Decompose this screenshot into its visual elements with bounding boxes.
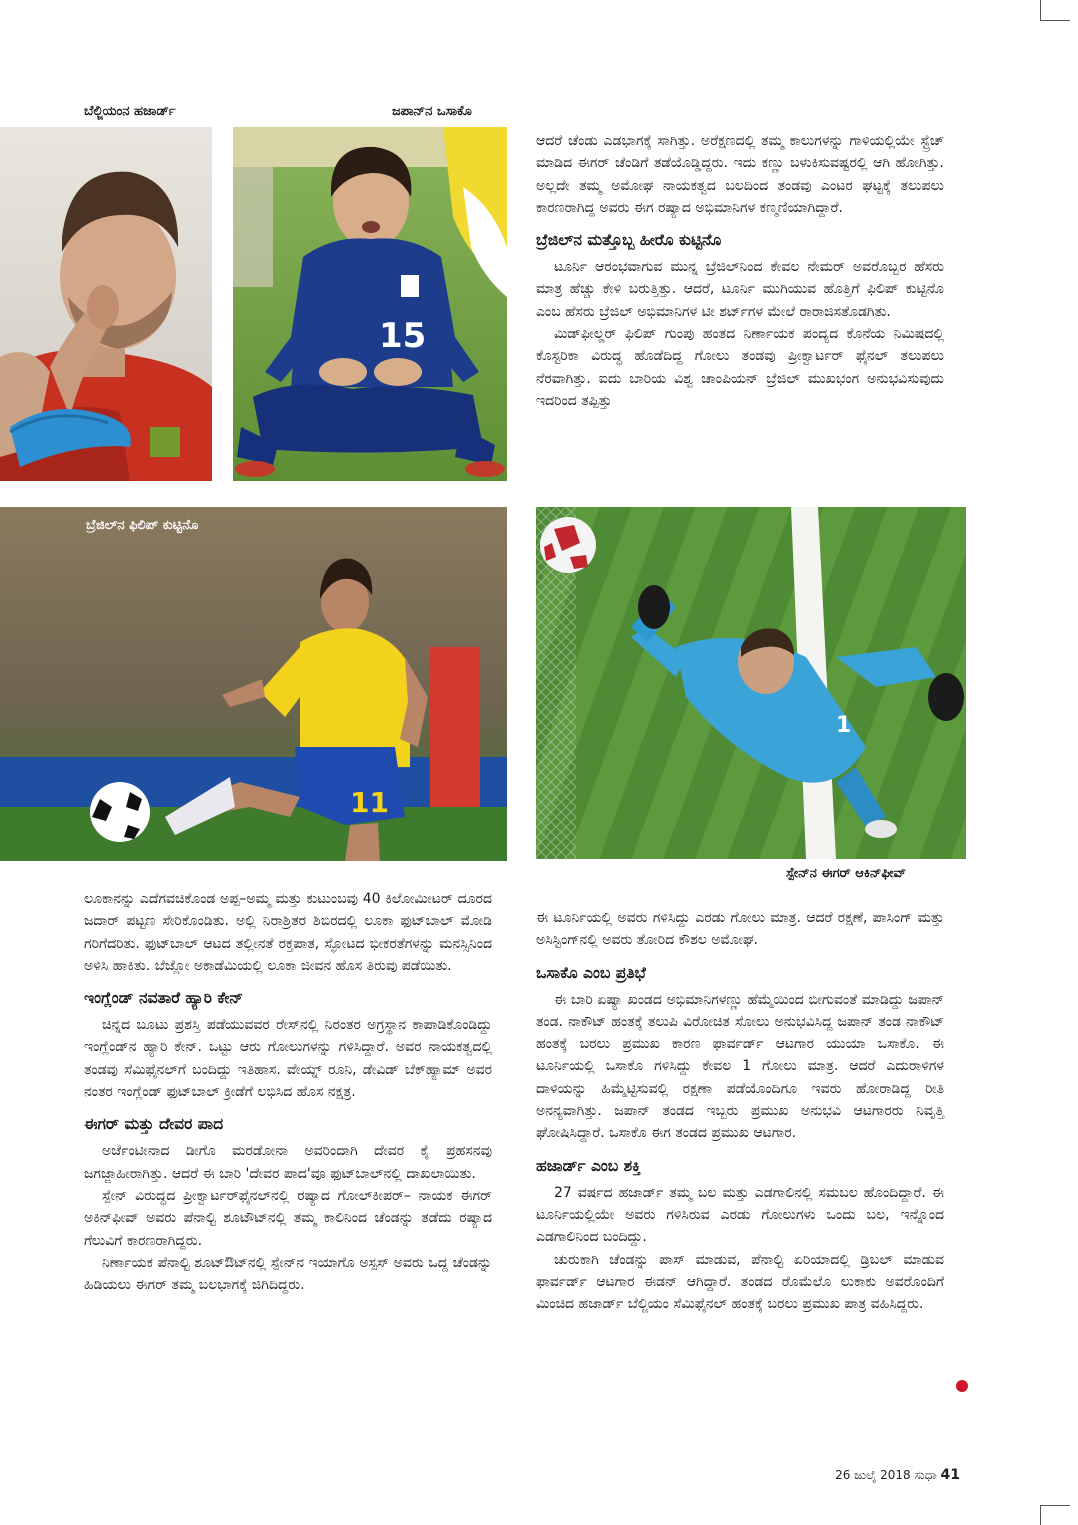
paragraph: ಈ ಬಾರಿ ಏಷ್ಯಾ ಖಂಡದ ಅಭಿಮಾನಿಗಳಣ್ಣು ಹೆಮ್ಮೆಯಿಂದ ಬೀಗುವಂತೆ ಮಾಡಿದ್ದು ಜಪಾನ್ ತಂಡ. ನಾಕೌಟ್ ಹಂತಕ್ಕೆ ತಲುಪಿ ವಿರೋಚಿತ ಸೋಲು ಅನುಭವಿಸಿದ್ದ ಜಪಾನ್ ತಂಡ ನಾಕೌಟ್ ಹಂತಕ್ಕೆ ಬರಲು ಪ್ರಮುಖ ಕಾರಣ ಫಾರ್ವರ್ಡ್ ಆಟಗಾರ ಯುಯಾ ಒಸಾಕೊ. ಈ ಟೂರ್ನಿಯಲ್ಲಿ ಒಸಾಕೊ ಗಳಿಸಿದ್ದು ಕೇವಲ 1 ಗೋಲು ಮಾತ್ರ. ಆದರೆ ಎದುರಾಳಿಗಳ ದಾಳಿಯನ್ನು ಹಿಮ್ಮೆಟ್ಟಿಸುವಲ್ಲಿ ರಕ್ಷಣಾ ಪಡೆಯೊಂದಿಗೂ ಇವರು ಹೋರಾಡಿದ್ದ ರೀತಿ ಅನನ್ಯವಾಗಿತ್ತು. ಜಪಾನ್ ತಂಡದ ಇಬ್ಬರು ಪ್ರಮುಖ ಅನುಭವಿ ಆಟಗಾರರು ನಿವೃತ್ತಿ ಘೋಷಿಸಿದ್ದಾರೆ. ಒಸಾಕೊ ಈಗ ತಂಡದ ಪ್ರಮುಖ ಆಟಗಾರ.	[536, 991, 944, 1142]
coutinho-jersey-number: 11	[350, 786, 389, 819]
paragraph: ನಿರ್ಣಾಯಕ ಪೆನಾಲ್ಟಿ ಶೂಟ್‌ಔಟ್‌ನಲ್ಲಿ ಸ್ಪೇನ್‌ನ ಇಯಾಗೊ ಅಸ್ಪಸ್ ಅವರು ಒದ್ದ ಚೆಂಡನ್ನು ಹಿಡಿಯಲು ಈಗರ್ ತಮ್ಮ ಬಲಭಾಗಕ್ಕೆ ಜಿಗಿದಿದ್ದರು.	[84, 1254, 492, 1294]
crop-mark-bottom-right-v	[1040, 1505, 1041, 1525]
coutinho-illustration	[0, 507, 507, 861]
crop-mark-top-right-v	[1040, 0, 1041, 20]
paragraph: ಮಿಡ್‌ಫೀಲ್ಡರ್ ಫಿಲಿಪ್ ಗುಂಪು ಹಂತದ ನಿರ್ಣಾಯಕ ಪಂದ್ಯದ ಕೊನೆಯ ನಿಮಿಷದಲ್ಲಿ ಕೊಸ್ಟರಿಕಾ ವಿರುದ್ಧ ಹೊಡೆದಿದ್ದ ಗೋಲು ತಂಡವು ಪ್ರೀಕ್ವಾರ್ಟರ್ ಫೈನಲ್ ತಲುಪಲು ನೆರವಾಗಿತ್ತು. ಐದು ಬಾರಿಯ ವಿಶ್ವ ಚಾಂಪಿಯನ್ ಬ್ರೆಜಿಲ್ ಮುಖಭಂಗ ಅನುಭವಿಸುವುದು ಇದರಿಂದ ತಪ್ಪಿತ್ತು	[536, 326, 944, 409]
paragraph: ಟೂರ್ನಿ ಆರಂಭವಾಗುವ ಮುನ್ನ ಬ್ರೆಜಿಲ್‌ನಿಂದ ಕೇವಲ ನೇಮರ್ ಅವರೊಬ್ಬರ ಹೆಸರು ಮಾತ್ರ ಹೆಚ್ಚು ಕೇಳಿ ಬರುತ್ತಿತ್ತು. ಆದರೆ, ಟೂರ್ನಿ ಮುಗಿಯುವ ಹೊತ್ತಿಗೆ ಫಿಲಿಪ್ ಕುಟ್ಟಿನೊ ಎಂಬ ಹೆಸರು ಬ್ರೆಜಿಲ್ ಅಭಿಮಾನಿಗಳ ಟೀ ಶರ್ಟ್‌ಗಳ ಮೇಲೆ ರಾರಾಜಿಸತೊಡಗಿತು.	[536, 259, 944, 320]
section-heading: ಈಗರ್ ಮತ್ತು ದೇವರ ಪಾದ	[84, 1115, 224, 1134]
paragraph: ಅರ್ಜೆಂಟೀನಾದ ಡೀಗೊ ಮರಡೋನಾ ಅವರಿಂದಾಗಿ ದೇವರ ಕೈ ಪ್ರಹಸನವು ಜಗಜ್ಜಾಹೀರಾಗಿತ್ತು. ಆದರೆ ಈ ಬಾರಿ 'ದೇವರ ಪಾದ'ವೂ ಫುಟ್‌ಬಾಲ್‌ನಲ್ಲಿ ದಾಖಲಾಯಿತು.	[84, 1143, 492, 1182]
caption-osako: ಜಪಾನ್‌ನ ಒಸಾಕೊ	[392, 104, 472, 119]
akinfeev-illustration	[536, 507, 966, 859]
crop-mark-bottom-right-h	[1040, 1505, 1070, 1506]
caption-hazard: ಬೆಲ್ಜಿಯಂನ ಹಜಾರ್ಡ್	[84, 104, 176, 119]
caption-coutinho: ಬ್ರೆಜಿಲ್‌ನ ಫಿಲಿಪ್ ಕುಟ್ಟಿನೊ	[86, 518, 199, 533]
photo-coutinho	[0, 507, 507, 861]
section-heading: ಹಜಾರ್ಡ್ ಎಂಬ ಶಕ್ತಿ	[536, 1156, 641, 1175]
section-heading: ಇಂಗ್ಲೆಂಡ್ ನವತಾರೆ ಹ್ಯಾರಿ ಕೇನ್	[84, 989, 244, 1008]
folio-magazine: ಸುಧಾ	[914, 1468, 937, 1482]
folio-date: 26 ಜುಲೈ 2018	[835, 1468, 911, 1482]
right-top-column	[536, 130, 944, 412]
paragraph: ಆದರೆ ಚೆಂಡು ಎಡಭಾಗಕ್ಕೆ ಸಾಗಿತ್ತು. ಅರೆಕ್ಷಣದಲ್ಲಿ ತಮ್ಮ ಕಾಲುಗಳನ್ನು ಗಾಳಿಯಲ್ಲಿಯೇ ಸ್ಟ್ರೆಚ್ ಮಾಡಿದ ಈಗರ್ ಚೆಂಡಿಗೆ ತಡೆಯೊಡ್ಡಿದ್ದರು. ಇದು ಕಣ್ಣು ಬಳುಕಿಸುವಷ್ಟರಲ್ಲಿ ಆಗಿ ಹೋಗಿತ್ತು. ಅಲ್ಲದೇ ತಮ್ಮ ಅಮೋಘ ನಾಯಕತ್ವದ ಬಲದಿಂದ ತಂಡವು ಎಂಟರ ಘಟ್ಟಕ್ಕೆ ತಲುಪಲು ಕಾರಣರಾಗಿದ್ದ ಅವರು ಈಗ ರಷ್ಯಾದ ಅಭಿಮಾನಿಗಳ ಕಣ್ಮಣಿಯಾಗಿದ್ದಾರೆ.	[536, 133, 944, 216]
paragraph: ಈ ಟೂರ್ನಿಯಲ್ಲಿ ಅವರು ಗಳಿಸಿದ್ದು ಎರಡು ಗೋಲು ಮಾತ್ರ. ಆದರೆ ರಕ್ಷಣೆ, ಪಾಸಿಂಗ್ ಮತ್ತು ಅಸಿಸ್ಟಿಂಗ್‌ನಲ್ಲಿ ಅವರು ತೋರಿದ ಕೌಶಲ ಅಮೋಘ.	[536, 910, 944, 949]
left-bottom-column	[84, 888, 492, 1296]
caption-akinfeev: ಸ್ಪೇನ್‌ನ ಈಗರ್ ಆಕಿನ್‌ಫೀವ್	[786, 866, 907, 881]
paragraph: ಸ್ಪೇನ್ ವಿರುದ್ಧದ ಪ್ರೀಕ್ವಾರ್ಟರ್‌ಫೈನಲ್‌ನಲ್ಲಿ ರಷ್ಯಾದ ಗೋಲ್‌ಕೀಪರ್– ನಾಯಕ ಈಗರ್ ಅಕಿನ್‌ಫೀವ್ ಅವರು ಪೆನಾಲ್ಟಿ ಶೂಟೌಟ್‌ನಲ್ಲಿ ತಮ್ಮ ಕಾಲಿನಿಂದ ಚೆಂಡನ್ನು ತಡೆದು ರಷ್ಯಾದ ಗೆಲುವಿಗೆ ಕಾರಣರಾಗಿದ್ದರು.	[84, 1187, 492, 1249]
hazard-illustration	[0, 127, 212, 481]
page-folio	[835, 1467, 960, 1483]
crop-mark-top-right-h	[1040, 20, 1070, 21]
photo-osako	[233, 127, 507, 481]
right-bottom-column	[536, 907, 944, 1315]
paragraph: ಚಿನ್ನದ ಬೂಟು ಪ್ರಶಸ್ತಿ ಪಡೆಯುವವರ ರೇಸ್‌ನಲ್ಲಿ ನಿರಂತರ ಅಗ್ರಸ್ಥಾನ ಕಾಪಾಡಿಕೊಂಡಿದ್ದು ಇಂಗ್ಲೆಂಡ್‌ನ ಹ್ಯಾರಿ ಕೇನ್. ಒಟ್ಟು ಆರು ಗೋಲುಗಳನ್ನು ಗಳಿಸಿದ್ದಾರೆ. ಅವರ ನಾಯಕತ್ವದಲ್ಲಿ ತಂಡವು ಸೆಮಿಫೈನಲ್‌ಗೆ ಬಂದಿದ್ದು ಇತಿಹಾಸ. ವೇಯ್ನ್ ರೂನಿ, ಡೇವಿಡ್ ಬೆಕ್‌ಹ್ಯಾಮ್ ಅವರ ನಂತರ ಇಂಗ್ಲೆಂಡ್ ಫುಟ್‌ಬಾಲ್ ಕ್ರೀಡೆಗೆ ಲಭಿಸಿದ ಹೊಸ ನಕ್ಷತ್ರ.	[84, 1017, 492, 1101]
end-mark	[956, 1380, 968, 1392]
photo-hazard	[0, 127, 212, 481]
section-heading: ಒಸಾಕೊ ಎಂಬ ಪ್ರತಿಭೆ	[536, 963, 646, 982]
paragraph: ಲೂಕಾನನ್ನು ಎದೆಗವಚಿಕೊಂಡ ಅಪ್ಪ–ಅಮ್ಮ ಮತ್ತು ಕುಟುಂಬವು 40 ಕಿಲೋಮೀಟರ್ ದೂರದ ಜದಾರ್ ಪಟ್ಟಣ ಸೇರಿಕೊಂಡಿತು. ಅಲ್ಲಿ ನಿರಾಶ್ರಿತರ ಶಿಬಿರದಲ್ಲಿ ಲೂಕಾ ಫುಟ್‌ಬಾಲ್ ಮೋಡಿ ಗರಿಗೆದರಿತು. ಫುಟ್‌ಬಾಲ್ ಆಟದ ತಲ್ಲೀನತೆ ರಕ್ತಪಾತ, ಸ್ಫೋಟದ ಭೀಕರತೆಗಳನ್ನು ಮನಸ್ಸಿನಿಂದ ಅಳಿಸಿ ಹಾಕಿತು. ಬೆಜ್ಲೋ ಅಕಾಡೆಮಿಯಲ್ಲಿ ಲೂಕಾ ಜೀವನ ಹೊಸ ತಿರುವು ಪಡೆಯಿತು.	[84, 891, 492, 974]
osako-jersey-number: 15	[379, 316, 427, 356]
paragraph: 27 ವರ್ಷದ ಹಜಾರ್ಡ್ ತಮ್ಮ ಬಲ ಮತ್ತು ಎಡಗಾಲಿನಲ್ಲಿ ಸಮಬಲ ಹೊಂದಿದ್ದಾರೆ. ಈ ಟೂರ್ನಿಯಲ್ಲಿಯೇ ಅವರು ಗಳಿಸಿರುವ ಎರಡು ಗೋಲುಗಳು ಒಂದು ಬಲ, ಇನ್ನೊಂದ ಎಡಗಾಲಿನಿಂದ ಬಂದಿದ್ದು.	[536, 1184, 944, 1246]
akinfeev-jersey-number: 1	[836, 713, 852, 738]
paragraph: ಚುರುಕಾಗಿ ಚೆಂಡನ್ನು ಪಾಸ್ ಮಾಡುವ, ಪೆನಾಲ್ಟಿ ಏರಿಯಾದಲ್ಲಿ ಡ್ರಿಬಲ್ ಮಾಡುವ ಫಾರ್ವರ್ಡ್ ಆಟಗಾರ ಈಡನ್ ಆಗಿದ್ದಾರೆ. ತಂಡದ ರೊಮೆಲೊ ಲುಕಾಕು ಅವರೊಂದಿಗೆ ಮಿಂಚಿದ ಹಜಾರ್ಡ್ ಬೆಲ್ಜಿಯಂ ಸೆಮಿಫೈನಲ್ ಹಂತಕ್ಕೆ ಬರಲು ಪ್ರಮುಖ ಪಾತ್ರ ವಹಿಸಿದ್ದರು.	[536, 1251, 944, 1313]
page-number: 41	[940, 1467, 960, 1483]
osako-illustration	[233, 127, 507, 481]
photo-akinfeev	[536, 507, 966, 859]
section-heading: ಬ್ರೆಜಿಲ್‌ನ ಮತ್ತೊಬ್ಬ ಹೀರೊ ಕುಟ್ಟಿನೊ	[536, 231, 722, 250]
